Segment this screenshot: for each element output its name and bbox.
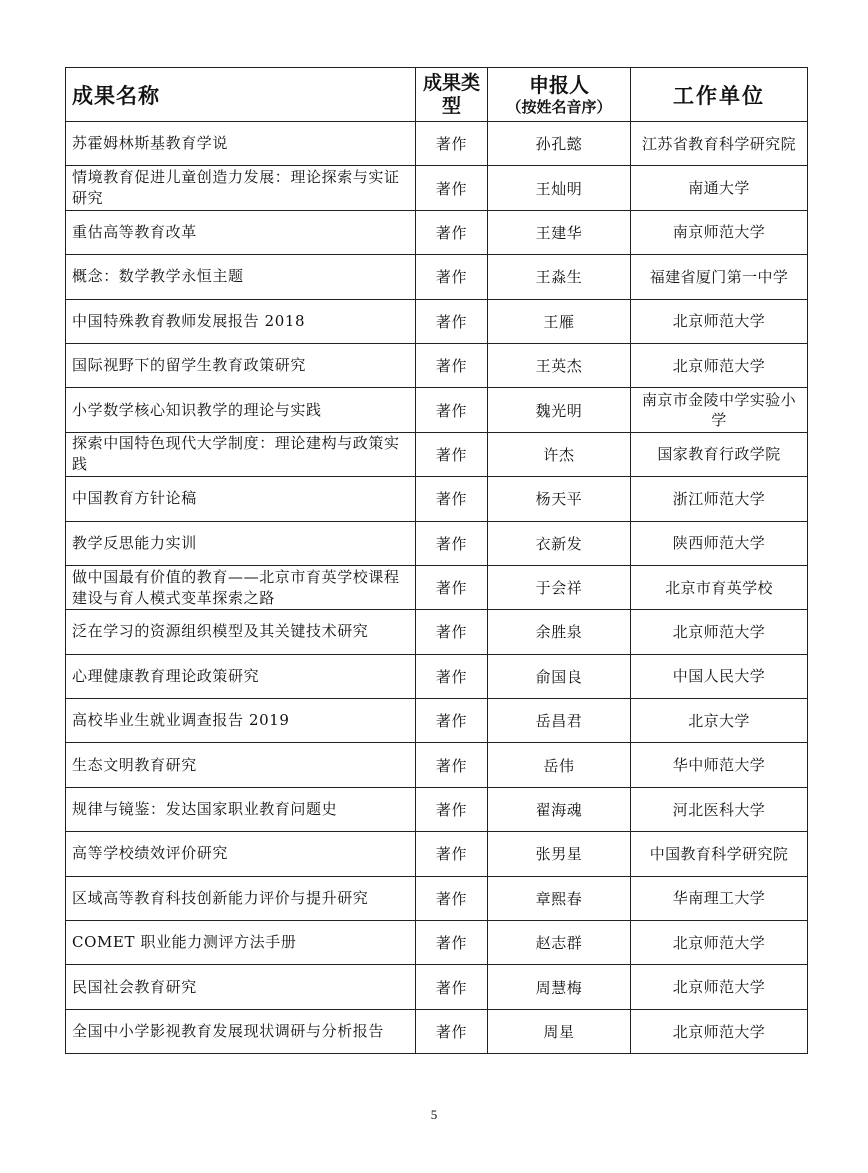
table-row bbox=[66, 565, 808, 609]
applicant-cell: 岳伟 bbox=[488, 743, 631, 787]
work-unit-cell: 国家教育行政学院 bbox=[631, 432, 808, 476]
work-unit-cell: 南京市金陵中学实验小学 bbox=[631, 388, 808, 432]
achievement-name-cell: 重估高等教育改革 bbox=[66, 210, 416, 254]
achievement-name-cell: 探索中国特色现代大学制度：理论建构与政策实践 bbox=[66, 432, 416, 476]
work-unit-cell: 中国人民大学 bbox=[631, 654, 808, 698]
applicant-cell: 于会祥 bbox=[488, 565, 631, 609]
work-unit-cell: 河北医科大学 bbox=[631, 787, 808, 831]
applicant-cell: 王建华 bbox=[488, 210, 631, 254]
achievement-name-cell: 生态文明教育研究 bbox=[66, 743, 416, 787]
applicant-cell: 赵志群 bbox=[488, 921, 631, 965]
achievement-type-cell: 著作 bbox=[416, 654, 488, 698]
work-unit-cell: 南通大学 bbox=[631, 166, 808, 210]
header-work-unit: 工作单位 bbox=[631, 68, 808, 122]
header-applicant-label: 申报人 bbox=[529, 72, 589, 97]
achievement-name-cell: 苏霍姆林斯基教育学说 bbox=[66, 122, 416, 166]
applicant-cell: 王英杰 bbox=[488, 343, 631, 387]
table-row bbox=[66, 832, 808, 876]
achievement-name-cell: 国际视野下的留学生教育政策研究 bbox=[66, 343, 416, 387]
applicant-cell: 张男星 bbox=[488, 832, 631, 876]
achievement-name-cell: 小学数学核心知识教学的理论与实践 bbox=[66, 388, 416, 432]
applicant-cell: 魏光明 bbox=[488, 388, 631, 432]
work-unit-cell: 中国教育科学研究院 bbox=[631, 832, 808, 876]
work-unit-cell: 北京市育英学校 bbox=[631, 565, 808, 609]
achievement-name-cell: 民国社会教育研究 bbox=[66, 965, 416, 1009]
table-row bbox=[66, 210, 808, 254]
applicant-cell: 章熙春 bbox=[488, 876, 631, 920]
page-number: 5 bbox=[430, 1107, 438, 1122]
achievement-type-cell: 著作 bbox=[416, 787, 488, 831]
table-row bbox=[66, 432, 808, 476]
achievement-type-cell: 著作 bbox=[416, 832, 488, 876]
applicant-cell: 余胜泉 bbox=[488, 610, 631, 654]
applicant-cell: 杨天平 bbox=[488, 477, 631, 521]
applicant-cell: 周星 bbox=[488, 1009, 631, 1053]
table-row bbox=[66, 299, 808, 343]
table-row bbox=[66, 965, 808, 1009]
table-row bbox=[66, 699, 808, 743]
achievement-name-cell: 做中国最有价值的教育——北京市育英学校课程建设与育人模式变革探索之路 bbox=[66, 565, 416, 609]
work-unit-cell: 江苏省教育科学研究院 bbox=[631, 122, 808, 166]
achievement-type-cell: 著作 bbox=[416, 743, 488, 787]
work-unit-cell: 华南理工大学 bbox=[631, 876, 808, 920]
applicant-cell: 俞国良 bbox=[488, 654, 631, 698]
achievement-type-cell: 著作 bbox=[416, 965, 488, 1009]
achievement-name-cell: 心理健康教育理论政策研究 bbox=[66, 654, 416, 698]
achievement-name-cell: 高等学校绩效评价研究 bbox=[66, 832, 416, 876]
work-unit-cell: 北京师范大学 bbox=[631, 610, 808, 654]
achievement-type-cell: 著作 bbox=[416, 299, 488, 343]
achievement-name-cell: 规律与镜鉴：发达国家职业教育问题史 bbox=[66, 787, 416, 831]
achievement-type-cell: 著作 bbox=[416, 388, 488, 432]
applicant-cell: 王雁 bbox=[488, 299, 631, 343]
table-header-row bbox=[66, 68, 808, 122]
achievement-name-cell: 全国中小学影视教育发展现状调研与分析报告 bbox=[66, 1009, 416, 1053]
table-body bbox=[66, 122, 808, 1054]
achievement-type-cell: 著作 bbox=[416, 343, 488, 387]
work-unit-cell: 浙江师范大学 bbox=[631, 477, 808, 521]
table-row bbox=[66, 521, 808, 565]
work-unit-cell: 华中师范大学 bbox=[631, 743, 808, 787]
table-row bbox=[66, 1009, 808, 1053]
achievement-type-cell: 著作 bbox=[416, 521, 488, 565]
achievement-name-cell: 情境教育促进儿童创造力发展：理论探索与实证研究 bbox=[66, 166, 416, 210]
header-applicant-note: （按姓名音序） bbox=[506, 97, 612, 116]
achievement-name-cell: 概念：数学教学永恒主题 bbox=[66, 255, 416, 299]
achievement-name-cell: 中国教育方针论稿 bbox=[66, 477, 416, 521]
work-unit-cell: 陕西师范大学 bbox=[631, 521, 808, 565]
work-unit-cell: 北京师范大学 bbox=[631, 965, 808, 1009]
applicant-cell: 孙孔懿 bbox=[488, 122, 631, 166]
achievement-name-cell: 高校毕业生就业调查报告 2019 bbox=[66, 699, 416, 743]
achievement-type-cell: 著作 bbox=[416, 876, 488, 920]
achievement-type-cell: 著作 bbox=[416, 1009, 488, 1053]
table-row bbox=[66, 477, 808, 521]
table-row bbox=[66, 654, 808, 698]
achievement-type-cell: 著作 bbox=[416, 477, 488, 521]
achievement-name-cell: 教学反思能力实训 bbox=[66, 521, 416, 565]
work-unit-cell: 北京师范大学 bbox=[631, 1009, 808, 1053]
applicant-cell: 岳昌君 bbox=[488, 699, 631, 743]
header-achievement-name: 成果名称 bbox=[66, 68, 416, 122]
work-unit-cell: 北京师范大学 bbox=[631, 299, 808, 343]
header-applicant bbox=[488, 68, 631, 122]
achievement-type-cell: 著作 bbox=[416, 699, 488, 743]
table-row bbox=[66, 343, 808, 387]
work-unit-cell: 福建省厦门第一中学 bbox=[631, 255, 808, 299]
achievement-name-cell: COMET 职业能力测评方法手册 bbox=[66, 921, 416, 965]
applicant-cell: 王淼生 bbox=[488, 255, 631, 299]
achievement-name-cell: 区域高等教育科技创新能力评价与提升研究 bbox=[66, 876, 416, 920]
achievement-type-cell: 著作 bbox=[416, 565, 488, 609]
table-row bbox=[66, 787, 808, 831]
table-row bbox=[66, 610, 808, 654]
achievement-type-cell: 著作 bbox=[416, 166, 488, 210]
table-row bbox=[66, 743, 808, 787]
achievement-type-cell: 著作 bbox=[416, 921, 488, 965]
applicant-cell: 周慧梅 bbox=[488, 965, 631, 1009]
table-row bbox=[66, 876, 808, 920]
applicant-cell: 许杰 bbox=[488, 432, 631, 476]
table-row bbox=[66, 122, 808, 166]
work-unit-cell: 北京大学 bbox=[631, 699, 808, 743]
applicant-cell: 衣新发 bbox=[488, 521, 631, 565]
header-achievement-type: 成果类型 bbox=[416, 68, 488, 122]
work-unit-cell: 南京师范大学 bbox=[631, 210, 808, 254]
table-row bbox=[66, 921, 808, 965]
achievement-type-cell: 著作 bbox=[416, 210, 488, 254]
table-row bbox=[66, 388, 808, 432]
table-row bbox=[66, 166, 808, 210]
achievement-name-cell: 中国特殊教育教师发展报告 2018 bbox=[66, 299, 416, 343]
achievement-name-cell: 泛在学习的资源组织模型及其关键技术研究 bbox=[66, 610, 416, 654]
awards-table bbox=[65, 67, 808, 1054]
achievement-type-cell: 著作 bbox=[416, 432, 488, 476]
achievement-type-cell: 著作 bbox=[416, 122, 488, 166]
table-row bbox=[66, 255, 808, 299]
work-unit-cell: 北京师范大学 bbox=[631, 343, 808, 387]
achievement-type-cell: 著作 bbox=[416, 610, 488, 654]
applicant-cell: 翟海魂 bbox=[488, 787, 631, 831]
achievement-type-cell: 著作 bbox=[416, 255, 488, 299]
applicant-cell: 王灿明 bbox=[488, 166, 631, 210]
work-unit-cell: 北京师范大学 bbox=[631, 921, 808, 965]
